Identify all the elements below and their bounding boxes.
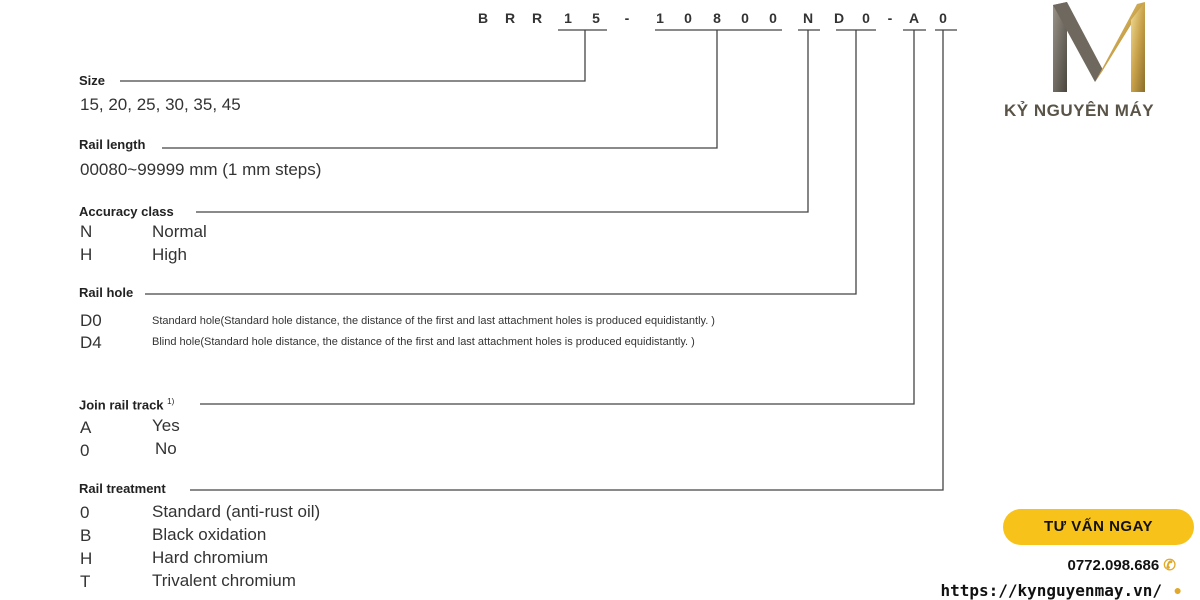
option-code: D0 [80,311,102,330]
website-text: https://kynguyenmay.vn/ [940,581,1162,600]
option-code: 0 [80,503,90,522]
section-title-rail-length: Rail length [79,137,149,152]
option-code: A [80,418,92,437]
phone-text: 0772.098.686 [1067,557,1160,574]
code-char: 8 [713,10,721,26]
option-desc: Normal [152,222,207,241]
join-title-text: Join rail track [79,397,164,413]
rail-length-values: 00080~99999 mm (1 mm steps) [80,160,322,179]
option-desc: Standard hole(Standard hole distance, the distance of the first and last attachment holes is produced equidistantly. ) [152,315,715,327]
size-values: 15, 20, 25, 30, 35, 45 [80,95,241,114]
section-title-rail-hole: Rail hole [79,285,137,300]
option-desc: Blind hole(Standard hole distance, the distance of the first and last attachment holes is produced equidistantly. ) [152,336,695,348]
section-title-rail-treatment: Rail treatment [79,481,170,496]
option-code: N [80,222,93,241]
phone-number[interactable] [1067,556,1176,574]
option-desc: Hard chromium [152,548,269,567]
code-char: 1 [564,10,572,26]
code-char: D [833,10,845,26]
option-desc: Yes [152,416,180,435]
option-code: B [80,526,92,545]
website-link[interactable] [940,581,1162,600]
section-title-size: Size [79,73,109,88]
section-title-accuracy: Accuracy class [79,204,178,219]
code-char: 0 [741,10,749,26]
section-title-join-rail [79,397,178,412]
phone-icon: ✆ [1163,557,1176,574]
option-code: H [80,549,93,568]
code-char: R [504,10,516,26]
option-desc: High [152,245,187,264]
code-char: - [887,10,893,26]
code-char: 0 [862,10,870,26]
option-code: D4 [80,333,102,352]
code-char: A [908,10,920,26]
option-code: 0 [80,441,90,460]
option-code: H [80,245,93,264]
code-char: R [531,10,543,26]
brand-name: KỶ NGUYÊN MÁY [1004,101,1155,120]
leader-length [162,30,717,148]
consult-now-button[interactable]: TƯ VẤN NGAY [1003,509,1194,545]
leader-treatment [190,30,943,490]
option-desc: Trivalent chromium [152,571,296,590]
code-char: N [802,10,814,26]
code-char: - [624,10,630,26]
location-pin-icon: ● [1173,582,1182,598]
leader-size [120,30,585,81]
option-desc: Standard (anti-rust oil) [152,502,321,521]
option-desc: No [155,439,177,458]
code-char: 0 [769,10,777,26]
code-char: 0 [939,10,947,26]
code-char: 1 [656,10,664,26]
code-char: 5 [592,10,600,26]
option-desc: Black oxidation [152,525,267,544]
code-char: 0 [684,10,692,26]
option-code: T [80,572,91,591]
leader-accuracy [196,30,808,212]
footnote-marker: 1) [167,397,175,406]
code-char: B [477,10,489,26]
